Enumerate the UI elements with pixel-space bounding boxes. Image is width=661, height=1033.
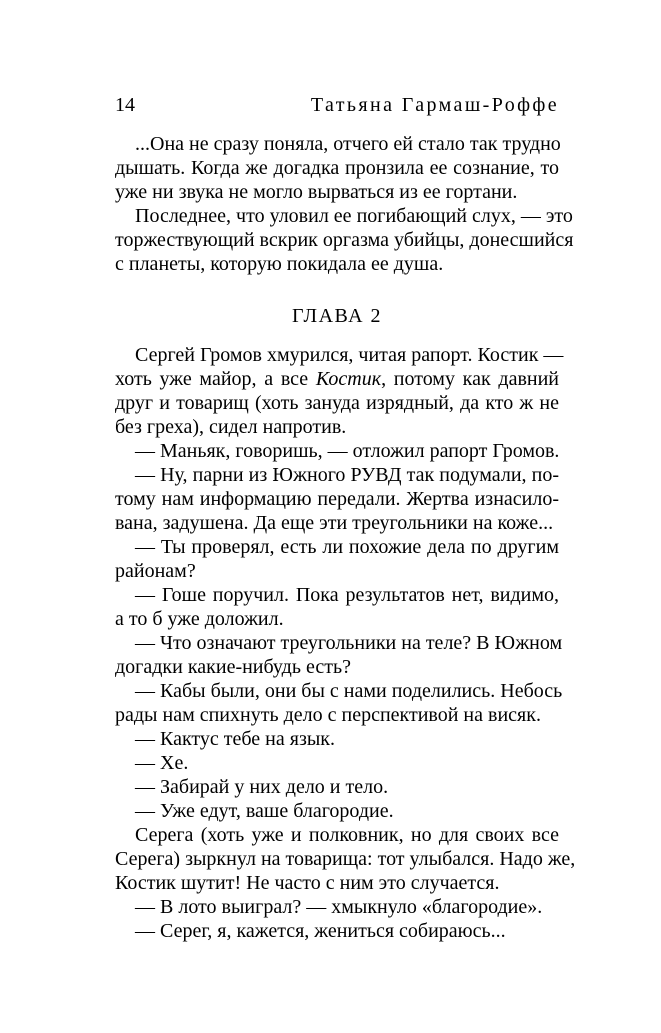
- text-line: догадки какие-нибудь есть?: [115, 656, 351, 678]
- text-line: Сергей Громов хмурился, читая рапорт. Костик —: [135, 344, 564, 366]
- text-line: Последнее, что уловил ее погибающий слух, — это: [135, 205, 573, 227]
- text-line: Серега (хоть уже и полковник, но для своих все: [135, 824, 559, 846]
- text-line: — Забирай у них дело и тело.: [135, 776, 389, 798]
- text-line: — Что означают треугольники на теле? В Южном: [135, 632, 563, 654]
- page-number: 14: [115, 94, 135, 116]
- text-line: — Серег, я, кажется, жениться собираюсь...: [135, 920, 506, 942]
- text-line: вана, задушена. Да еще эти треугольники на коже...: [115, 512, 554, 534]
- text-line: — Маньяк, говоришь, — отложил рапорт Громов.: [135, 440, 560, 462]
- text-line: друг и товарищ (хоть зануда изрядный, да кто ж не: [115, 392, 559, 414]
- text-line: — Ну, парни из Южного РУВД так подумали, по-: [135, 464, 559, 486]
- text-segment: хоть уже майор, а все: [115, 368, 316, 390]
- text-line: — Кактус тебе на язык.: [135, 728, 335, 750]
- text-line: — Хе.: [135, 752, 189, 774]
- text-line: — В лото выиграл? — хмыкнуло «благородие».: [135, 896, 543, 918]
- running-head: Татьяна Гармаш-Роффе: [310, 94, 559, 116]
- text-line: а то б уже доложил.: [115, 608, 284, 630]
- text-line: Серега) зыркнул на товарища: тот улыбался. Надо же,: [115, 848, 576, 870]
- text-line: — Ты проверял, есть ли похожие дела по другим: [135, 536, 559, 558]
- text-line: — Кабы были, они бы с нами поделились. Небось: [135, 680, 563, 702]
- text-line: с планеты, которую покидала ее душа.: [115, 253, 444, 275]
- text-line: рады нам спихнуть дело с перспективой на висяк.: [115, 704, 541, 726]
- chapter-title: ГЛАВА 2: [291, 305, 383, 327]
- italic-name: Костик: [315, 368, 382, 390]
- text-line: — Гоше поручил. Пока результатов нет, видимо,: [135, 584, 559, 606]
- text-line: без греха), сидел напротив.: [115, 416, 347, 438]
- text-line: ...Она не сразу поняла, отчего ей стало так трудно: [135, 133, 561, 155]
- text-line: дышать. Когда же догадка пронзила ее сознание, то: [115, 157, 559, 179]
- text-line: уже ни звука не могло вырваться из ее гортани.: [115, 181, 518, 203]
- text-segment: , потому как давний: [381, 368, 559, 390]
- text-line: тому нам информацию передали. Жертва изнасило-: [115, 488, 559, 510]
- text-line: — Уже едут, ваше благородие.: [135, 800, 394, 822]
- text-line: торжествующий вскрик оргазма убийцы, донесшийся: [115, 229, 574, 251]
- text-line: Костик шутит! Не часто с ним это случается.: [115, 872, 500, 894]
- text-line-with-italic: [115, 367, 559, 391]
- text-line: районам?: [115, 560, 196, 582]
- page-header: [115, 93, 559, 117]
